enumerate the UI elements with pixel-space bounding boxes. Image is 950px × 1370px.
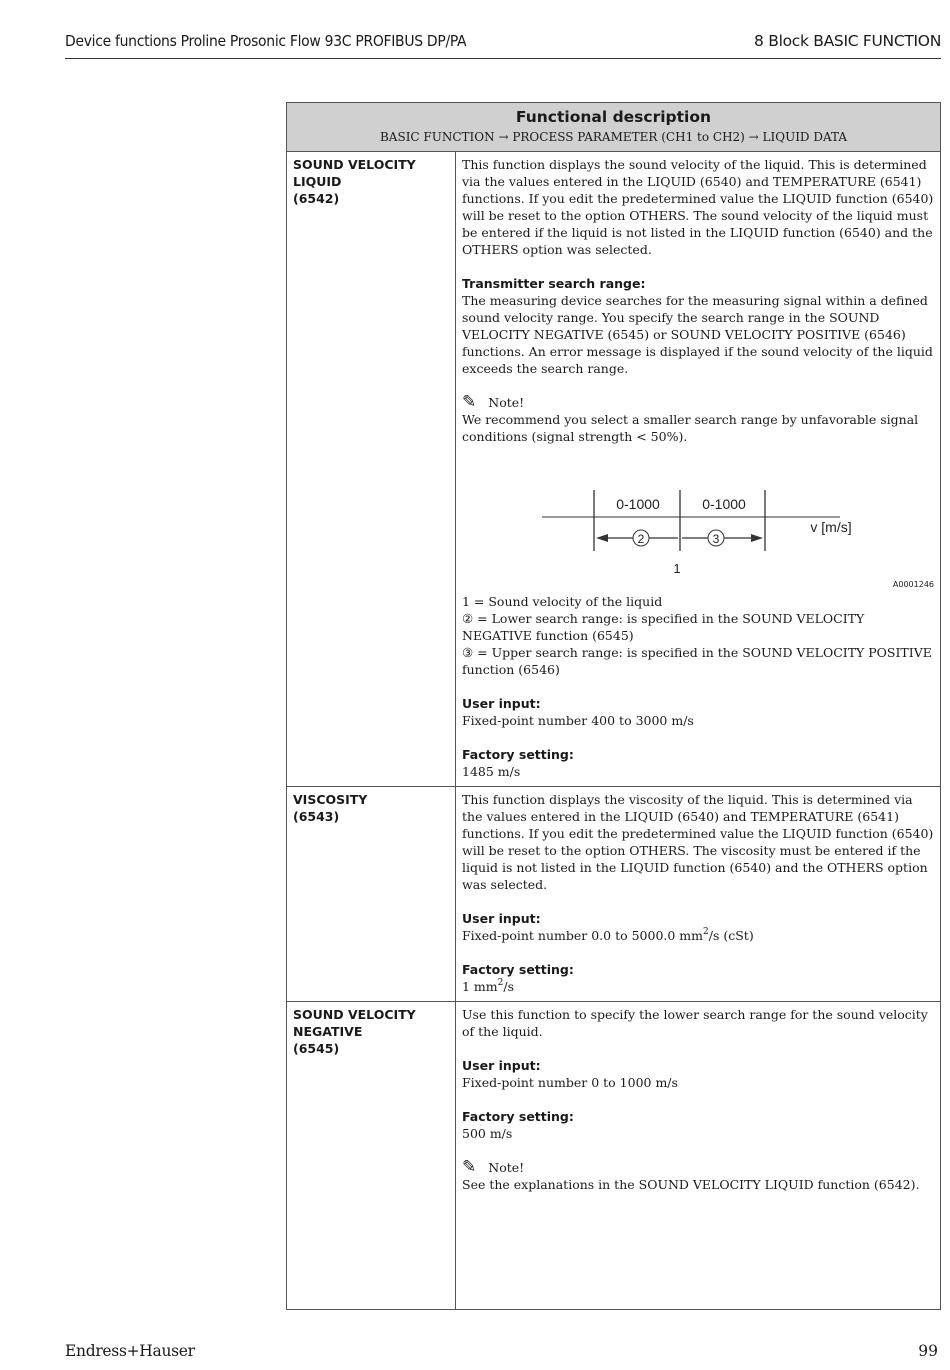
function-description-cell <box>456 152 941 787</box>
running-header-title: Device functions Proline Prosonic Flow 93C PROFIBUS DP/PA <box>65 32 467 50</box>
function-name: LIQUID <box>293 174 342 189</box>
footer-brand: Endress+Hauser <box>65 1342 195 1360</box>
function-description-cell <box>456 787 941 1002</box>
table-header <box>287 103 941 152</box>
user-input-label: User input: <box>462 696 541 711</box>
search-range-text: The measuring device searches for the measuring signal within a defined sound velocity range. You specify the search range in the SOUND VELOCITY NEGATIVE (6545) or SOUND VELOCITY POSITIVE (6546) functions. An error message is displayed if the sound velocity of the liquid exceeds the search range. <box>462 293 933 376</box>
arrow-right-head <box>751 534 763 542</box>
user-input-text: Fixed-point number 0.0 to 5000.0 $mm^2/s$ (cSt) <box>462 927 754 943</box>
factory-setting-block <box>462 1108 934 1142</box>
user-input-label: User input: <box>462 911 541 926</box>
function-code: (6542) <box>293 191 340 206</box>
note-block <box>462 394 934 445</box>
legend-item: ③ = Upper search range: is specified in the SOUND VELOCITY POSITIVE function (6546) <box>462 645 932 677</box>
legend-item: 1 = Sound velocity of the liquid <box>462 594 663 609</box>
note-text: See the explanations in the SOUND VELOCITY LIQUID function (6542). <box>462 1177 920 1192</box>
function-code: (6543) <box>293 809 340 824</box>
axis-unit-label: v [m/s] <box>810 519 852 535</box>
table-row <box>287 787 941 1002</box>
factory-setting-label: Factory setting: <box>462 747 574 762</box>
note-label: Note! <box>488 1160 525 1175</box>
factory-setting-text: 1 $mm^2/s$ <box>462 978 515 994</box>
description-text: This function displays the sound velocity of the liquid. This is determined via the values entered in the LIQUID (6540) and TEMPERATURE (6541) functions. If you edit the predetermined value the LIQUID function (6540) will be reset to the option OTHERS. The sound velocity of the liquid must be entered if the liquid is not listed in the LIQUID function (6540) and the OTHERS option was selected. <box>462 157 934 257</box>
search-range-label: Transmitter search range: <box>462 276 646 291</box>
user-input-label: User input: <box>462 1058 541 1073</box>
table-title: Functional description <box>515 108 712 126</box>
table-path: BASIC FUNCTION → PROCESS PARAMETER (CH1 to CH2) → LIQUID DATA <box>379 130 848 144</box>
function-name: VISCOSITY <box>293 792 368 807</box>
running-header-section: 8 Block BASIC FUNCTION <box>754 32 941 50</box>
range-left-label: 0-1000 <box>616 496 660 512</box>
function-name-cell <box>287 152 456 787</box>
function-code: (6545) <box>293 1041 340 1056</box>
pencil-note-icon: ✎ <box>462 392 477 412</box>
header-rule <box>65 58 941 59</box>
factory-setting-block <box>462 746 934 780</box>
user-input-text: Fixed-point number 0 to 1000 m/s <box>462 1075 678 1090</box>
function-name: SOUND VELOCITY <box>293 157 416 172</box>
description-text: This function displays the viscosity of the liquid. This is determined via the values entered in the LIQUID (6540) and TEMPERATURE (6541) functions. If you edit the predetermined value the LIQUID function (6540) will be reset to the option OTHERS. The viscosity must be entered if the liquid is not listed in the LIQUID function (6540) and the OTHERS option was selected. <box>462 792 934 892</box>
arrow-left-head <box>596 534 608 542</box>
user-input-block <box>462 695 934 729</box>
note-text: We recommend you select a smaller search range by unfavorable signal conditions (signal strength < 50%). <box>462 412 919 444</box>
position-label-1: 1 <box>673 561 681 576</box>
table-row <box>287 1002 941 1310</box>
function-name: NEGATIVE <box>293 1024 363 1039</box>
function-description-cell <box>456 1002 941 1310</box>
search-range-figure <box>462 445 934 593</box>
page-number: 99 <box>918 1342 938 1360</box>
circle-label-2: 2 <box>637 532 645 546</box>
factory-setting-text: 500 m/s <box>462 1126 513 1141</box>
table-header-row <box>287 103 941 152</box>
circle-label-3: 3 <box>712 532 720 546</box>
legend-item: ② = Lower search range: is specified in the SOUND VELOCITY NEGATIVE function (6545) <box>462 611 865 643</box>
function-name-cell <box>287 1002 456 1310</box>
functional-description-table <box>286 102 941 1310</box>
description-text: Use this function to specify the lower search range for the sound velocity of the liquid. <box>462 1007 928 1039</box>
table-row <box>287 152 941 787</box>
factory-setting-label: Factory setting: <box>462 962 574 977</box>
range-right-label: 0-1000 <box>702 496 746 512</box>
user-input-block <box>462 1057 934 1091</box>
user-input-text: Fixed-point number 400 to 3000 m/s <box>462 713 694 728</box>
search-range-block <box>462 275 934 377</box>
factory-setting-block <box>462 961 934 995</box>
factory-setting-label: Factory setting: <box>462 1109 574 1124</box>
note-label: Note! <box>488 395 525 410</box>
user-input-block <box>462 910 934 944</box>
function-name: SOUND VELOCITY <box>293 1007 416 1022</box>
figure-legend <box>462 593 934 678</box>
pencil-note-icon: ✎ <box>462 1157 477 1177</box>
search-range-diagram <box>462 445 936 593</box>
note-block <box>462 1159 934 1193</box>
figure-code: A0001246 <box>892 580 934 589</box>
factory-setting-text: 1485 m/s <box>462 764 521 779</box>
function-name-cell <box>287 787 456 1002</box>
